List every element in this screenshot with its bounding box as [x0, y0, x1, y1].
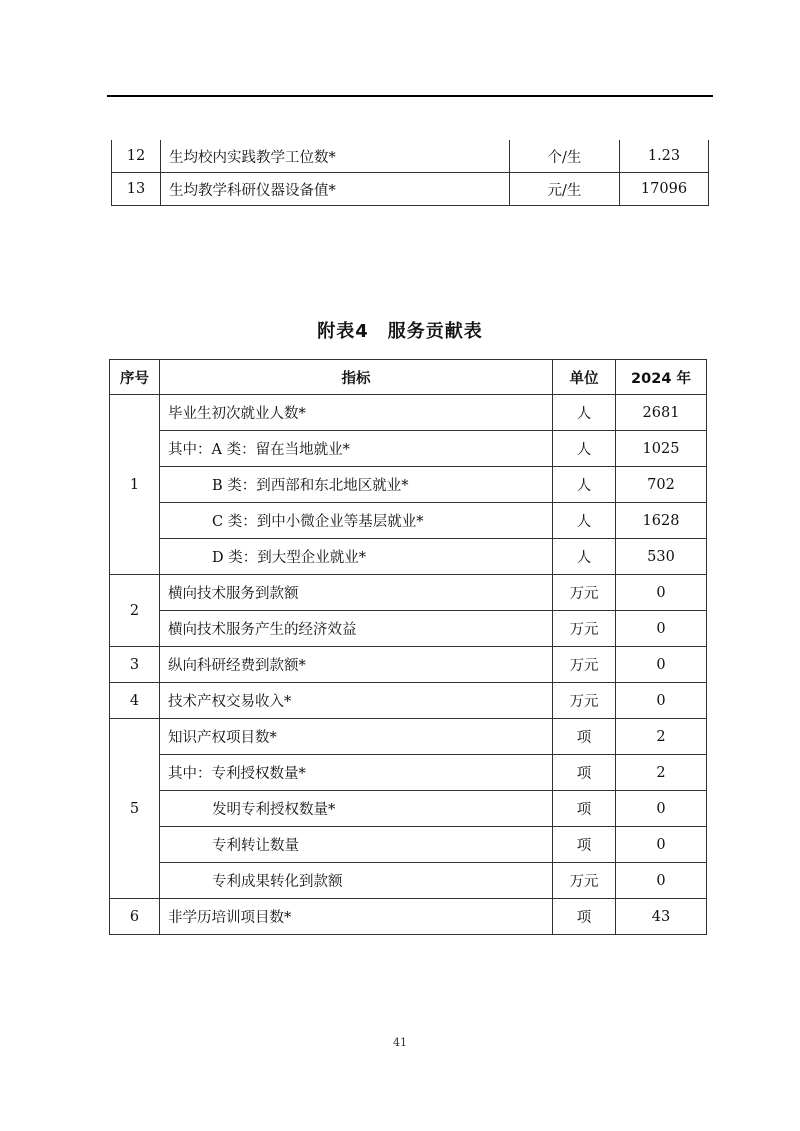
- unit-cell: 万元: [553, 647, 616, 683]
- value-cell: 43: [616, 899, 707, 935]
- indicator-cell: 非学历培训项目数*: [160, 899, 553, 935]
- unit-cell: 万元: [553, 611, 616, 647]
- value-cell: 0: [616, 683, 707, 719]
- table-row: [110, 827, 707, 863]
- indicator-cell: 专利成果转化到款额: [160, 863, 553, 899]
- indicator-cell: D 类：到大型企业就业*: [160, 539, 553, 575]
- unit-cell: 万元: [553, 863, 616, 899]
- value-cell: 17096: [620, 173, 709, 206]
- value-cell: 2: [616, 719, 707, 755]
- header-row: [110, 360, 707, 395]
- header-indicator: 指标: [160, 360, 553, 395]
- table-row: [110, 647, 707, 683]
- unit-cell: 人: [553, 467, 616, 503]
- table-row: [110, 503, 707, 539]
- indicator-cell: 专利转让数量: [160, 827, 553, 863]
- value-cell: 0: [616, 827, 707, 863]
- value-cell: 2681: [616, 395, 707, 431]
- page-number: 41: [393, 1036, 407, 1049]
- unit-cell: 人: [553, 503, 616, 539]
- indicator-cell: 发明专利授权数量*: [160, 791, 553, 827]
- group-number: 6: [110, 899, 160, 935]
- header-unit: 单位: [553, 360, 616, 395]
- value-cell: 1025: [616, 431, 707, 467]
- indicator-cell: 毕业生初次就业人数*: [160, 395, 553, 431]
- unit-cell: 人: [553, 539, 616, 575]
- unit-cell: 人: [553, 395, 616, 431]
- table-row: [110, 863, 707, 899]
- table-row: [110, 539, 707, 575]
- indicator-cell: 技术产权交易收入*: [160, 683, 553, 719]
- table-row: [110, 431, 707, 467]
- table-row: [110, 791, 707, 827]
- header-no: 序号: [110, 360, 160, 395]
- value-cell: 1.23: [620, 140, 709, 173]
- indicator-cell: 横向技术服务产生的经济效益: [160, 611, 553, 647]
- indicator-cell: 其中：专利授权数量*: [160, 755, 553, 791]
- value-cell: 0: [616, 647, 707, 683]
- group-number: 3: [110, 647, 160, 683]
- indicator-cell: C 类：到中小微企业等基层就业*: [160, 503, 553, 539]
- row-number: 12: [112, 140, 161, 173]
- table-row: [110, 395, 707, 431]
- unit-cell: 万元: [553, 575, 616, 611]
- indicator-cell: 横向技术服务到款额: [160, 575, 553, 611]
- group-number: 1: [110, 395, 160, 575]
- unit-cell: 元/生: [510, 173, 620, 206]
- group-number: 4: [110, 683, 160, 719]
- unit-cell: 万元: [553, 683, 616, 719]
- unit-cell: 人: [553, 431, 616, 467]
- table-row: [110, 467, 707, 503]
- table-row: [110, 683, 707, 719]
- value-cell: 702: [616, 467, 707, 503]
- unit-cell: 项: [553, 755, 616, 791]
- value-cell: 0: [616, 791, 707, 827]
- indicator-cell: 知识产权项目数*: [160, 719, 553, 755]
- table-row: [110, 611, 707, 647]
- continued-table: [111, 140, 709, 206]
- value-cell: 1628: [616, 503, 707, 539]
- table-row: [110, 899, 707, 935]
- indicator-cell: B 类：到西部和东北地区就业*: [160, 467, 553, 503]
- table-row: [112, 173, 709, 206]
- header-rule: [107, 95, 713, 97]
- group-number: 5: [110, 719, 160, 899]
- unit-cell: 个/生: [510, 140, 620, 173]
- indicator-cell: 纵向科研经费到款额*: [160, 647, 553, 683]
- indicator-cell: 生均校内实践教学工位数*: [161, 140, 510, 173]
- unit-cell: 项: [553, 899, 616, 935]
- indicator-cell: 生均教学科研仪器设备值*: [161, 173, 510, 206]
- value-cell: 0: [616, 611, 707, 647]
- table-row: [112, 140, 709, 173]
- row-number: 13: [112, 173, 161, 206]
- value-cell: 0: [616, 863, 707, 899]
- table-title: 附表4 服务贡献表: [317, 321, 483, 342]
- table-row: [110, 719, 707, 755]
- indicator-cell: 其中：A 类：留在当地就业*: [160, 431, 553, 467]
- table-row: [110, 755, 707, 791]
- unit-cell: 项: [553, 719, 616, 755]
- value-cell: 530: [616, 539, 707, 575]
- header-year: 2024 年: [616, 360, 707, 395]
- value-cell: 2: [616, 755, 707, 791]
- value-cell: 0: [616, 575, 707, 611]
- service-contribution-table: [109, 359, 707, 935]
- group-number: 2: [110, 575, 160, 647]
- table-row: [110, 575, 707, 611]
- unit-cell: 项: [553, 791, 616, 827]
- unit-cell: 项: [553, 827, 616, 863]
